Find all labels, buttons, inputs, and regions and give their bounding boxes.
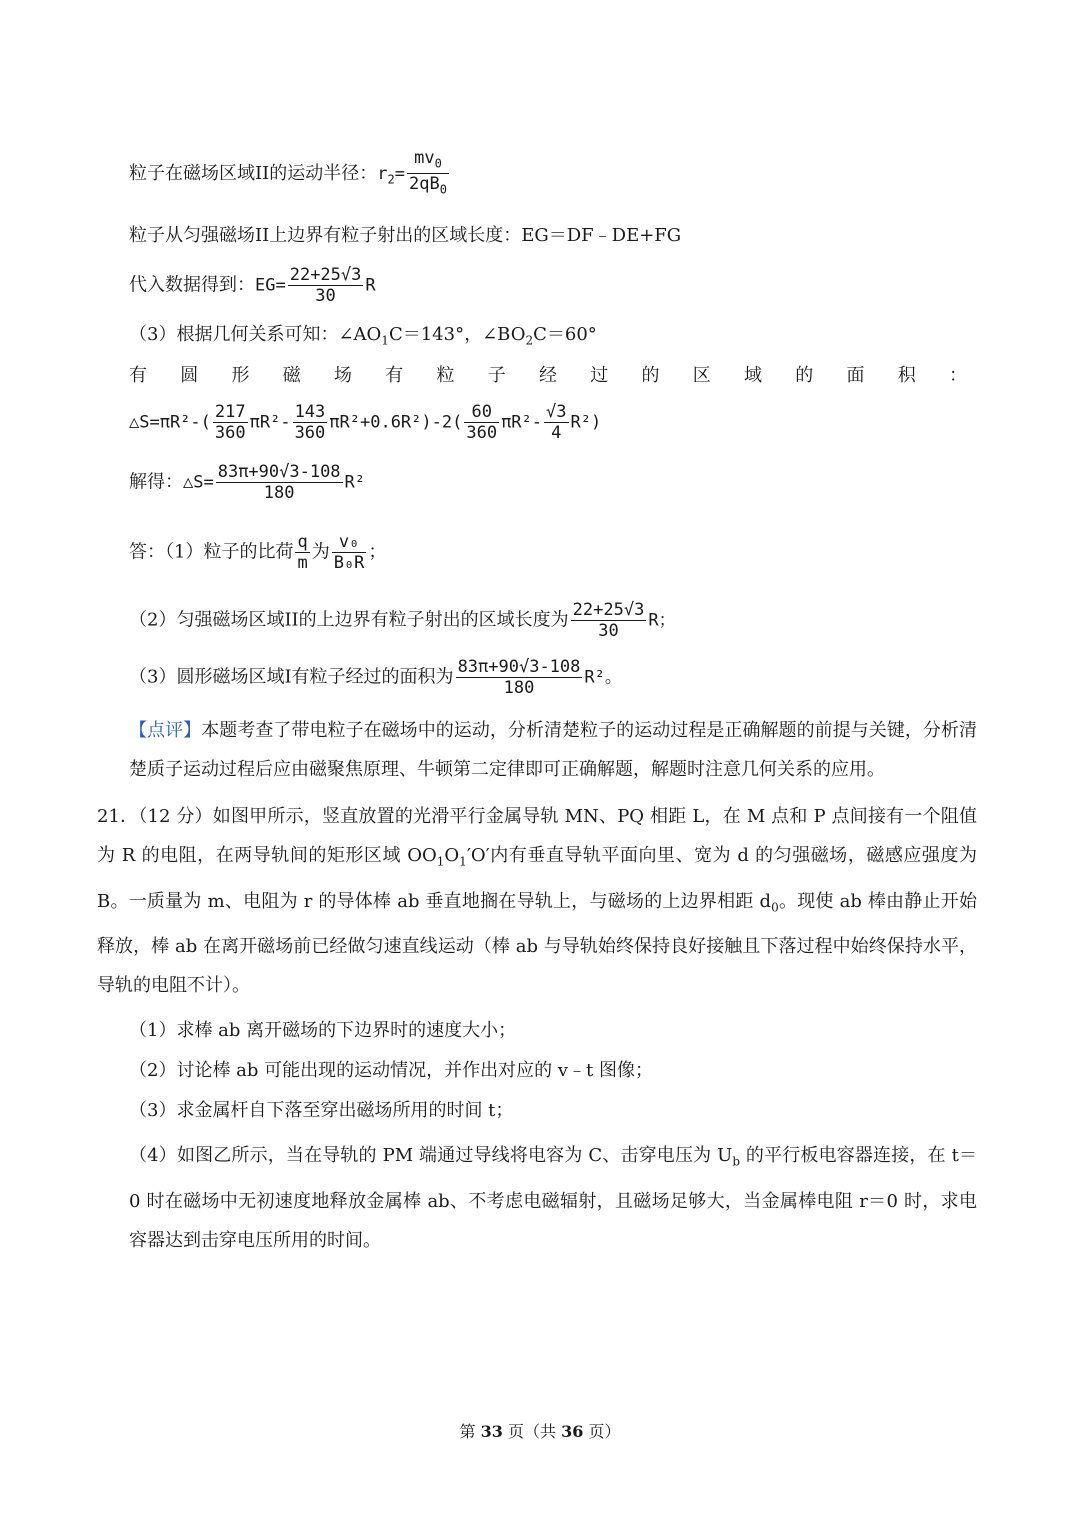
radius-lhs: $r_2=$ <box>377 163 405 187</box>
question-21-part-4: （4）如图乙所示，当在导轨的 PM 端通过导线将电容为 C、击穿电压为 $U_b$ 的平行板电容器连接，在 t＝0 时在磁场中无初速度地释放金属棒 ab、不考虑电磁辐射，且磁场足够大，当金属棒电阻 r＝0 时，求电容器达到击穿电压所用的时间。 <box>129 1145 977 1251</box>
spread-char: 的 <box>641 365 660 386</box>
comment-body: 本题考查了带电粒子在磁场中的运动，分析清楚粒子的运动过程是正确解题的前提与关键，分析清楚质子运动过程后应由磁聚焦原理、牛顿第二定律即可正确解题，解题时注意几何关系的应用。 <box>129 720 978 780</box>
solution-angle-line: （3）根据几何关系可知：$\angle AO_1C=143^\circ$，$\angle BO_2C=60^\circ$ <box>129 324 597 348</box>
spread-char: 积 <box>897 365 916 386</box>
spread-char: ： <box>949 365 967 386</box>
solution-area-intro-line <box>129 364 967 388</box>
spread-char: 粒 <box>436 365 455 386</box>
solution-radius-line <box>129 148 451 200</box>
solution-substitute-line: 代入数据得到：EG= $\frac{22+25√3}{30}$ R <box>129 265 376 306</box>
solution-region-length-line: 粒子从匀强磁场II上边界有粒子射出的区域长度：EG＝DF﹣DE+FG <box>129 225 682 246</box>
spread-char: 面 <box>846 365 865 386</box>
spread-char: 域 <box>744 365 762 386</box>
spread-char: 子 <box>487 365 506 386</box>
page-footer: 第 33 页（共 36 页） <box>459 1422 621 1441</box>
spread-char: 的 <box>795 365 814 386</box>
spread-char: 有 <box>129 365 147 386</box>
spread-char: 场 <box>334 365 352 386</box>
question-21-part-1: （1）求棒 ab 离开磁场的下边界时的速度大小； <box>129 1020 517 1041</box>
question-21-part-3: （3）求金属杆自下落至穿出磁场所用的时间 t； <box>129 1100 514 1121</box>
answer-3: （3）圆形磁场区域I有粒子经过的面积为 $\frac{83\pi+90√3-108}{180}$ R²。 <box>129 657 622 698</box>
eg-fraction: $\frac{22+25√3}{30}$ <box>289 265 362 306</box>
comment-paragraph <box>129 711 977 789</box>
radius-text: 粒子在磁场区域II的运动半径： <box>129 162 378 184</box>
spread-char: 磁 <box>282 365 301 386</box>
solution-result-line: 解得：△S= $\frac{83\pi+90√3-108}{180}$ R² <box>129 462 366 503</box>
answer-1: 答：（1）粒子的比荷 $\frac{q}{m}$ 为 $\frac{\text{v₀}}{\text{B₀R}}$ ； <box>129 532 387 573</box>
answer-2: （2）匀强磁场区域II的上边界有粒子射出的区域长度为 $\frac{22+25√3}{30}$ R； <box>129 600 676 641</box>
spread-char: 区 <box>692 365 711 386</box>
page-number: 33 <box>480 1422 503 1441</box>
question-21-part-2: （2）讨论棒 ab 可能出现的运动情况，并作出对应的 v﹣t 图像； <box>129 1060 653 1081</box>
spread-char: 形 <box>231 365 250 386</box>
spread-char: 经 <box>539 365 557 386</box>
comment-tag: 【点评】 <box>129 720 202 741</box>
question-21-stem: 21．（12 分）如图甲所示，竖直放置的光滑平行金属导轨 MN、PQ 相距 L，在 M 点和 P 点间接有一个阻值为 R 的电阻，在两导轨间的矩形区域 $OO_1O_1'O'$内有垂直导轨平面向里、宽为 d 的匀强磁场，磁感应强度为 B。一质量为 m、电阻为 r 的导体棒 ab 垂直地搁在导轨上，与磁场的上边界相距 $d_0$。现使 ab 棒由静止开始释放，棒 ab 在离开磁场前已经做匀速直线运动（棒 ab 与导轨始终保持良好接触且下落过程中始终保持水平，导轨的电阻不计）。 <box>97 806 977 997</box>
spread-char: 有 <box>385 365 404 386</box>
radius-fraction: $\frac{mv_0}{2qB_0}$ <box>408 148 447 197</box>
spread-char: 过 <box>590 365 609 386</box>
page-total: 36 <box>561 1422 584 1441</box>
solution-area-expression: △S=πR²-( $\frac{217}{360}$ πR²- $\frac{143}{360}$ πR²+0.6R²)-2( $\frac{60}{360}$ πR²- $\frac{√3}{4}$ R²) <box>129 402 602 443</box>
spread-char: 圆 <box>180 365 199 386</box>
